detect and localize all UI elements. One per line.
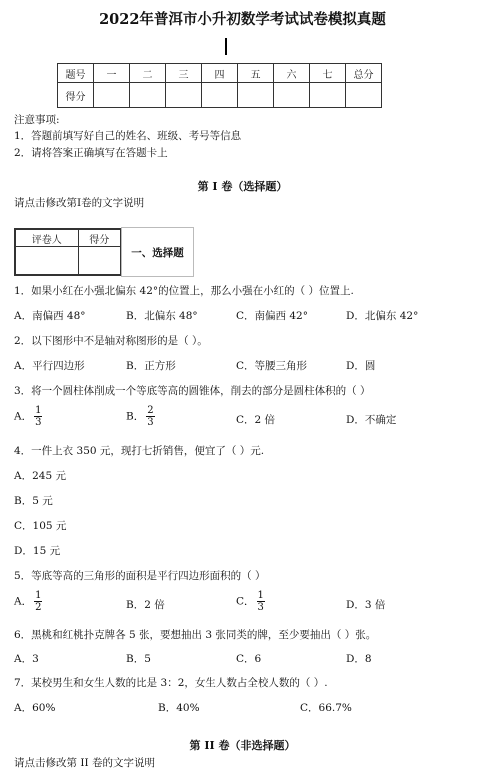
grader-reviewer-cell[interactable] [16, 247, 79, 275]
fraction-numerator: 2 [147, 405, 154, 416]
text-cursor [225, 38, 227, 55]
option[interactable]: D．15 元 [14, 545, 61, 557]
page-title: 2022年普洱市小升初数学考试试卷模拟真题 [99, 11, 386, 28]
option[interactable]: C．6 [236, 653, 262, 665]
fraction [34, 590, 42, 613]
score-header-cell: 一 [94, 64, 130, 83]
option-label: B． [126, 410, 145, 423]
option[interactable]: A．平行四边形 [14, 360, 85, 372]
fraction [257, 590, 265, 613]
option-fraction-a[interactable] [14, 590, 42, 613]
score-table [57, 63, 382, 108]
part2-description[interactable]: 请点击修改第 II 卷的文字说明 [14, 757, 155, 769]
option[interactable]: C．105 元 [14, 520, 67, 532]
grader-reviewer-label: 评卷人 [16, 230, 79, 247]
fraction [146, 405, 154, 428]
option[interactable]: A．南偏西 48° [14, 310, 86, 322]
question-stem: 5．等底等高的三角形的面积是平行四边形面积的（ ） [14, 570, 266, 582]
fraction [34, 405, 42, 428]
part2-title: 第 II 卷（非选择题） [189, 739, 296, 752]
score-header-cell: 二 [130, 64, 166, 83]
fraction-numerator: 1 [35, 405, 42, 416]
question-stem: 1．如果小红在小强北偏东 42°的位置上，那么小强在小红的（ ）位置上. [14, 285, 354, 297]
option[interactable]: A．3 [14, 653, 39, 665]
score-cell[interactable] [238, 83, 274, 108]
option-label: C． [236, 595, 255, 608]
fraction-denominator: 3 [35, 417, 42, 428]
score-cell[interactable] [310, 83, 346, 108]
fraction-numerator: 1 [257, 590, 264, 601]
option[interactable]: B．40% [158, 702, 200, 714]
option-label: A． [14, 595, 33, 608]
question-stem: 6．黑桃和红桃扑克牌各 5 张，要想抽出 3 张同类的牌，至少要抽出（ ）张。 [14, 629, 377, 641]
grader-score-label: 得分 [78, 230, 120, 247]
option[interactable]: A．245 元 [14, 470, 66, 482]
option[interactable]: D．8 [346, 653, 372, 665]
score-header-cell: 五 [238, 64, 274, 83]
score-header-cell: 四 [202, 64, 238, 83]
option[interactable]: B．2 倍 [126, 599, 165, 611]
score-header-cell: 三 [166, 64, 202, 83]
question-stem: 3．将一个圆柱体削成一个等底等高的圆锥体，削去的部分是圆柱体积的（ ） [14, 385, 371, 397]
score-header-cell: 六 [274, 64, 310, 83]
option[interactable]: C．南偏西 42° [236, 310, 308, 322]
section-title: 一、选择题 [121, 227, 194, 277]
part1-description[interactable]: 请点击修改第I卷的文字说明 [14, 197, 145, 209]
note-item: 1．答题前填写好自己的姓名、班级、考号等信息 [14, 130, 242, 142]
question-stem: 2．以下图形中不是轴对称图形的是（ ）。 [14, 335, 208, 347]
score-cell[interactable] [202, 83, 238, 108]
option-fraction-b[interactable] [126, 405, 155, 428]
option-label: A． [14, 410, 33, 423]
question-stem: 7．某校男生和女生人数的比是 3：2，女生人数占全校人数的（ ）. [14, 677, 328, 689]
option[interactable]: B．正方形 [126, 360, 176, 372]
option[interactable]: D．不确定 [346, 414, 397, 426]
score-header-cell: 总分 [346, 64, 382, 83]
option[interactable]: C．等腰三角形 [236, 360, 308, 372]
option[interactable]: D．北偏东 42° [346, 310, 419, 322]
option-fraction-a[interactable] [14, 405, 42, 428]
fraction-denominator: 2 [35, 602, 42, 613]
grader-score-cell[interactable] [78, 247, 120, 275]
option[interactable]: B．5 [126, 653, 151, 665]
fraction-denominator: 3 [147, 417, 154, 428]
fraction-denominator: 3 [257, 602, 264, 613]
option[interactable]: B．北偏东 48° [126, 310, 198, 322]
grader-box [14, 228, 122, 276]
score-header-cell: 题号 [58, 64, 94, 83]
fraction-numerator: 1 [35, 590, 42, 601]
note-item: 2．请将答案正确填写在答题卡上 [14, 147, 168, 159]
score-header-cell: 七 [310, 64, 346, 83]
question-stem: 4．一件上衣 350 元，现打七折销售，便宜了（ ）元. [14, 445, 265, 457]
option[interactable]: C．66.7% [300, 702, 352, 714]
score-cell[interactable] [274, 83, 310, 108]
score-row-label: 得分 [58, 83, 94, 108]
option-fraction-c[interactable] [236, 590, 265, 613]
score-cell[interactable] [346, 83, 382, 108]
option[interactable]: B．5 元 [14, 495, 53, 507]
score-cell[interactable] [130, 83, 166, 108]
score-cell[interactable] [94, 83, 130, 108]
notes-heading: 注意事项: [14, 114, 60, 126]
option[interactable]: D．3 倍 [346, 599, 386, 611]
option[interactable]: C．2 倍 [236, 414, 276, 426]
score-cell[interactable] [166, 83, 202, 108]
option[interactable]: D．圆 [346, 360, 376, 372]
option[interactable]: A．60% [14, 702, 56, 714]
part1-title: 第 I 卷（选择题） [197, 180, 288, 193]
